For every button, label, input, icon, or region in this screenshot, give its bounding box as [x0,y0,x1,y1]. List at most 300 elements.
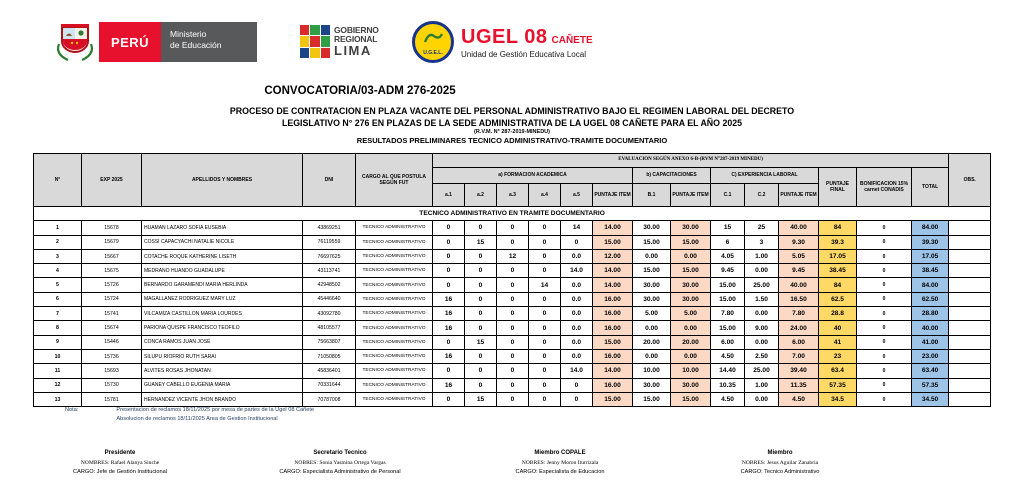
cell-a3: 0 [497,392,529,406]
cell-nombres: COTACHE ROQUE KATHERINE LISETH [142,249,303,263]
cell-a4: 0 [529,378,561,392]
cell-cargo: TECNICO ADMINISTRATIVO [356,392,433,406]
rvm-reference: (R.V.M. N° 287-2019-MINEDU) [474,129,550,135]
cell-puntaje-a: 15.00 [593,335,633,349]
cell-a1: 16 [433,307,465,321]
cell-a4: 0 [529,235,561,249]
cell-a1: 0 [433,221,465,235]
cell-b1: 0.00 [633,249,671,263]
cell-obs [949,392,991,406]
cell-a2: 0 [465,378,497,392]
cell-num: 8 [34,321,82,335]
col-header-c1: C.1 [711,184,745,207]
note-line1: Presentacion de reclamos 18/11/2025 por mesa de partes de la Ugel 08 Cañete [116,407,315,413]
cell-total: 34.50 [912,392,949,406]
ministry-line1: Ministerio [170,29,207,39]
cell-puntaje-b: 15.00 [671,264,711,278]
cell-puntaje-a: 14.00 [593,364,633,378]
cell-a1: 16 [433,321,465,335]
cell-a2: 0 [465,292,497,306]
signature-name: NOBRES: Sonia Yasmina Ortega Vargas [294,459,386,466]
group-header-formacion: a) FORMACION ACADEMICA [433,168,633,184]
cell-puntaje-c: 7.00 [779,349,819,363]
signature-presidente [10,449,230,476]
group-header-experiencia: C) EXPERIENCIA LABORAL [711,168,819,184]
cell-c1: 9.45 [711,264,745,278]
cell-dni: 76697625 [303,249,356,263]
cell-puntaje-b: 30.00 [671,378,711,392]
cell-total: 84.00 [912,278,949,292]
cell-c1: 7.80 [711,307,745,321]
signature-name: NOMBRES: Rafael Alanya Sinche [80,459,160,466]
cell-exp: 15667 [82,249,142,263]
cell-total: 40.00 [912,321,949,335]
cell-cargo: TECNICO ADMINISTRATIVO [356,264,433,278]
convocatoria-title: CONVOCATORIA/03-ADM 276-2025 [264,85,456,97]
table-row [34,364,991,378]
cell-exp: 15726 [82,278,142,292]
cell-bonificacion: 0 [857,278,912,292]
cell-dni: 45836401 [303,364,356,378]
col-header-b1: B.1 [633,184,671,207]
cell-dni: 42948502 [303,278,356,292]
cell-bonificacion: 0 [857,264,912,278]
ugel-badge-text: U.G.E.L. [423,50,443,56]
cell-cargo: TECNICO ADMINISTRATIVO [356,378,433,392]
cell-puntaje-b: 10.00 [671,364,711,378]
col-header-puntaje-item-b: PUNTAJE ITEM [671,184,711,207]
cell-puntaje-c: 40.00 [779,278,819,292]
cell-c2: 1.00 [745,378,779,392]
cell-a3: 0 [497,321,529,335]
cell-exp: 15674 [82,321,142,335]
cell-bonificacion: 0 [857,292,912,306]
cell-c2: 25 [745,221,779,235]
cell-a1: 0 [433,249,465,263]
col-header-bonificacion: BONIFICACION 15% carnet CONADIS [857,168,912,207]
cell-a2: 0 [465,278,497,292]
cell-cargo: TECNICO ADMINISTRATIVO [356,278,433,292]
cell-bonificacion: 0 [857,221,912,235]
process-line2: LEGISLATIVO N° 276 EN PLAZAS DE LA SEDE ADMINISTRATIVA DE LA UGEL 08 CAÑETE PARA EL AÑO 2025 [281,118,743,129]
cell-dni: 76119559 [303,235,356,249]
cell-dni: 48105577 [303,321,356,335]
cell-num: 3 [34,249,82,263]
results-subtitle: RESULTADOS PRELIMINARES TECNICO ADMINISTRATIVO-TRAMITE DOCUMENTARIO [356,136,668,145]
cell-cargo: TECNICO ADMINISTRATIVO [356,321,433,335]
cell-total: 57.35 [912,378,949,392]
col-header-puntaje-item-c: PUNTAJE ITEM [779,184,819,207]
signature-name: NOBRES: Jesus Aguilar Zanabria [741,459,819,466]
cell-bonificacion: 0 [857,235,912,249]
cell-c1: 6.00 [711,335,745,349]
cell-puntaje-final: 63.4 [819,364,857,378]
table-row [34,292,991,306]
cell-total: 41.00 [912,335,949,349]
cell-c2: 25.00 [745,278,779,292]
cell-a5: 0.0 [561,321,593,335]
cell-a3: 0 [497,364,529,378]
cell-puntaje-c: 24.00 [779,321,819,335]
cell-c2: 0.00 [745,264,779,278]
table-row [34,264,991,278]
cell-a1: 0 [433,335,465,349]
cell-puntaje-b: 30.00 [671,221,711,235]
cell-c2: 0.00 [745,335,779,349]
cell-a3: 12 [497,249,529,263]
cell-a5: 0 [561,378,593,392]
cell-a5: 0 [561,392,593,406]
cell-nombres: MAGALLANEZ RODRIGUEZ MARY LUZ [142,292,303,306]
cell-nombres: BERNARDO GARAMENDI MARIA HERLINDA [142,278,303,292]
signature-cargo: CARGO: Jefe de Gestión Institucional [73,468,167,475]
cell-a3: 0 [497,292,529,306]
signature-miembro-copale [450,449,670,476]
cell-a5: 14 [561,221,593,235]
signature-cargo: CARGO: Especialista de Educacion [515,468,605,475]
header-row-banner [34,154,991,168]
cell-a2: 0 [465,364,497,378]
cell-a4: 0 [529,221,561,235]
cell-obs [949,335,991,349]
cell-num: 11 [34,364,82,378]
cell-nombres: COSSI CAPACYACHI NATALIE NICOLE [142,235,303,249]
cell-puntaje-b: 20.00 [671,335,711,349]
cell-total: 39.30 [912,235,949,249]
cell-a5: 0 [561,235,593,249]
cell-c2: 1.50 [745,292,779,306]
cell-dni: 70787008 [303,392,356,406]
cell-puntaje-c: 9.45 [779,264,819,278]
cell-exp: 15446 [82,335,142,349]
cell-puntaje-a: 14.00 [593,264,633,278]
col-header-a2: a.2 [465,184,497,207]
cell-a2: 0 [465,249,497,263]
cell-a5: 14.0 [561,364,593,378]
signature-cargo: CARGO: Especialista Administrativo de Personal [279,468,401,475]
cell-nombres: VILCAMIZA CASTILLON MARIA LOURDES [142,307,303,321]
cell-dni: 43113741 [303,264,356,278]
cell-b1: 15.00 [633,392,671,406]
cell-c1: 4.50 [711,349,745,363]
peru-ministry-logo [55,22,257,62]
cell-nombres: CONCA RAMOS JUAN JOSÉ [142,335,303,349]
cell-puntaje-c: 5.05 [779,249,819,263]
cell-dni: 43869251 [303,221,356,235]
signature-blocks [10,449,890,476]
cell-b1: 30.00 [633,378,671,392]
cell-a2: 15 [465,235,497,249]
signature-title: Miembro [767,450,793,456]
cell-cargo: TECNICO ADMINISTRATIVO [356,349,433,363]
cell-c2: 1.00 [745,249,779,263]
table-row [34,278,991,292]
cell-b1: 20.00 [633,335,671,349]
cell-dni: 75663807 [303,335,356,349]
cell-a4: 0 [529,321,561,335]
cell-num: 12 [34,378,82,392]
cell-a1: 16 [433,292,465,306]
cell-a4: 0 [529,364,561,378]
cell-num: 9 [34,335,82,349]
cell-puntaje-b: 30.00 [671,278,711,292]
cell-exp: 15736 [82,349,142,363]
cell-b1: 10.00 [633,364,671,378]
cell-a2: 0 [465,349,497,363]
cell-cargo: TECNICO ADMINISTRATIVO [356,249,433,263]
table-row [34,235,991,249]
cell-a1: 16 [433,349,465,363]
col-header-num: N° [34,154,82,207]
cell-obs [949,349,991,363]
cell-b1: 0.00 [633,349,671,363]
cell-num: 7 [34,307,82,321]
cell-bonificacion: 0 [857,307,912,321]
table-row [34,321,991,335]
cell-puntaje-b: 0.00 [671,349,711,363]
cell-puntaje-c: 11.35 [779,378,819,392]
cell-obs [949,264,991,278]
cell-b1: 15.00 [633,264,671,278]
cell-a1: 0 [433,364,465,378]
cell-puntaje-final: 39.3 [819,235,857,249]
cell-bonificacion: 0 [857,364,912,378]
col-header-puntaje-final: PUNTAJE FINAL [819,168,857,207]
cell-dni: 71050805 [303,349,356,363]
grl-wordmark [334,26,379,57]
cell-obs [949,364,991,378]
cell-a4: 0 [529,292,561,306]
cell-num: 4 [34,264,82,278]
cell-total: 17.05 [912,249,949,263]
peru-wordmark [99,22,161,62]
cell-b1: 30.00 [633,278,671,292]
note-line2: Absolucion de reclamos 18/11/2025 Area de Gestion Institucional [116,416,278,422]
cell-c1: 15.00 [711,321,745,335]
cell-a2: 0 [465,307,497,321]
cell-puntaje-final: 41 [819,335,857,349]
cell-a4: 0 [529,335,561,349]
cell-bonificacion: 0 [857,392,912,406]
cell-nombres: HUAMAN LAZARO SOFIA EUSEBIA [142,221,303,235]
cell-num: 1 [34,221,82,235]
cell-a4: 0 [529,249,561,263]
cell-puntaje-b: 15.00 [671,235,711,249]
cell-c1: 15.00 [711,278,745,292]
cell-a1: 0 [433,392,465,406]
cell-nombres: HERNANDEZ VICENTE JHON BRANDO [142,392,303,406]
cell-puntaje-final: 84 [819,278,857,292]
cell-a2: 0 [465,264,497,278]
ugel-wordmark [461,26,593,59]
logo-strip [0,20,1024,66]
cell-bonificacion: 0 [857,321,912,335]
cell-cargo: TECNICO ADMINISTRATIVO [356,307,433,321]
cell-nombres: MEDRANO HUANDO GUADALUPE [142,264,303,278]
grl-line3: LIMA [334,42,372,58]
cell-puntaje-c: 39.40 [779,364,819,378]
cell-nombres: GUANEY CABELLO EUGENIA MARIA [142,378,303,392]
cell-bonificacion: 0 [857,335,912,349]
cell-nombres: SILUPU RIOFRIO RUTH SARAI [142,349,303,363]
cell-b1: 30.00 [633,292,671,306]
ministry-line2: de Educación [170,40,222,51]
col-header-exp: EXP 2025 [82,154,142,207]
col-header-c2: C.2 [745,184,779,207]
cell-puntaje-final: 38.45 [819,264,857,278]
cell-exp: 15724 [82,292,142,306]
col-header-cargo: CARGO AL QUE POSTULA SEGÚN FUT [356,154,433,207]
ugel-seal-icon [412,21,454,63]
cell-c2: 0.00 [745,307,779,321]
note-label: Nota: [65,407,79,413]
cell-puntaje-final: 23 [819,349,857,363]
signature-title: Miembro COPALE [534,450,586,456]
cell-total: 62.50 [912,292,949,306]
cell-cargo: TECNICO ADMINISTRATIVO [356,292,433,306]
cell-b1: 5.00 [633,307,671,321]
cell-num: 5 [34,278,82,292]
cell-puntaje-c: 16.50 [779,292,819,306]
cell-num: 10 [34,349,82,363]
cell-c2: 3 [745,235,779,249]
cell-bonificacion: 0 [857,249,912,263]
cell-a4: 0 [529,349,561,363]
cell-a2: 15 [465,335,497,349]
cell-puntaje-final: 57.35 [819,378,857,392]
cell-b1: 30.00 [633,221,671,235]
cell-cargo: TECNICO ADMINISTRATIVO [356,335,433,349]
cell-puntaje-final: 84 [819,221,857,235]
peru-label: PERÚ [110,34,150,50]
signature-cargo: CARGO: Tecnico Administrativo [740,468,820,475]
cell-obs [949,292,991,306]
section-row [34,207,991,221]
cell-c1: 15 [711,221,745,235]
cell-total: 84.00 [912,221,949,235]
signature-title: Secretario Tecnico [313,450,367,456]
cell-a5: 0.0 [561,292,593,306]
cell-a3: 0 [497,264,529,278]
cell-c1: 14.40 [711,364,745,378]
cell-a1: 0 [433,235,465,249]
cell-c1: 15.00 [711,292,745,306]
grl-line1: GOBIERNO [334,25,379,36]
col-header-a4: a.4 [529,184,561,207]
cell-b1: 0.00 [633,321,671,335]
process-title [40,105,984,130]
cell-puntaje-b: 0.00 [671,249,711,263]
ministry-of-education-block [161,22,257,62]
cell-puntaje-final: 40 [819,321,857,335]
cell-a2: 0 [465,221,497,235]
cell-a5: 0.0 [561,307,593,321]
cell-puntaje-b: 30.00 [671,292,711,306]
col-header-a1: a.1 [433,184,465,207]
cell-exp: 15741 [82,307,142,321]
note-block [65,407,314,425]
cell-obs [949,307,991,321]
cell-puntaje-a: 12.00 [593,249,633,263]
cell-cargo: TECNICO ADMINISTRATIVO [356,235,433,249]
cell-puntaje-b: 15.00 [671,392,711,406]
cell-a3: 0 [497,235,529,249]
cell-exp: 15675 [82,264,142,278]
ugel-region: CAÑETE [551,34,593,46]
cell-c2: 9.00 [745,321,779,335]
cell-a1: 0 [433,264,465,278]
cell-exp: 15693 [82,364,142,378]
cell-puntaje-a: 14.00 [593,221,633,235]
cell-a3: 0 [497,307,529,321]
cell-puntaje-final: 28.8 [819,307,857,321]
cell-cargo: TECNICO ADMINISTRATIVO [356,364,433,378]
cell-dni: 45446640 [303,292,356,306]
cell-obs [949,249,991,263]
cell-total: 38.45 [912,264,949,278]
table-row [34,221,991,235]
cell-num: 13 [34,392,82,406]
cell-c1: 10.35 [711,378,745,392]
ugel-08-logo [412,21,593,63]
cell-total: 28.80 [912,307,949,321]
signature-name: NOBRES: Jenny Moron Iturrizala [521,459,599,466]
cell-puntaje-c: 7.80 [779,307,819,321]
table-row [34,249,991,263]
cell-puntaje-a: 16.00 [593,321,633,335]
cell-puntaje-a: 15.00 [593,235,633,249]
cell-a5: 0.0 [561,278,593,292]
cell-a4: 14 [529,278,561,292]
cell-exp: 15730 [82,378,142,392]
grl-line2: REGIONAL [334,33,378,44]
cell-a4: 0 [529,307,561,321]
cell-obs [949,235,991,249]
cell-dni: 43092780 [303,307,356,321]
cell-c1: 4.05 [711,249,745,263]
cell-cargo: TECNICO ADMINISTRATIVO [356,221,433,235]
col-header-a3: a.3 [497,184,529,207]
table-body [34,207,991,407]
col-header-obs: OBS. [949,154,991,207]
col-header-a5: a.5 [561,184,593,207]
cell-a5: 0.0 [561,349,593,363]
cell-puntaje-a: 14.00 [593,278,633,292]
cell-puntaje-a: 16.00 [593,349,633,363]
cell-nombres: PARIONA QUISPE FRANCISCO TEOFILO [142,321,303,335]
cell-a1: 16 [433,378,465,392]
cell-num: 2 [34,235,82,249]
cell-puntaje-a: 16.00 [593,307,633,321]
cell-puntaje-a: 16.00 [593,378,633,392]
gobierno-regional-lima-logo [300,25,379,58]
cell-puntaje-final: 62.5 [819,292,857,306]
cell-obs [949,321,991,335]
cell-dni: 70331644 [303,378,356,392]
cell-puntaje-c: 4.50 [779,392,819,406]
cell-c2: 25.00 [745,364,779,378]
col-header-dni: DNI [303,154,356,207]
table-row [34,335,991,349]
cell-puntaje-final: 34.5 [819,392,857,406]
cell-puntaje-c: 40.00 [779,221,819,235]
cell-puntaje-b: 5.00 [671,307,711,321]
ugel-subtitle: Unidad de Gestión Educativa Local [461,49,586,59]
cell-bonificacion: 0 [857,378,912,392]
cell-a5: 0.0 [561,249,593,263]
results-table [33,153,991,407]
table-row [34,349,991,363]
